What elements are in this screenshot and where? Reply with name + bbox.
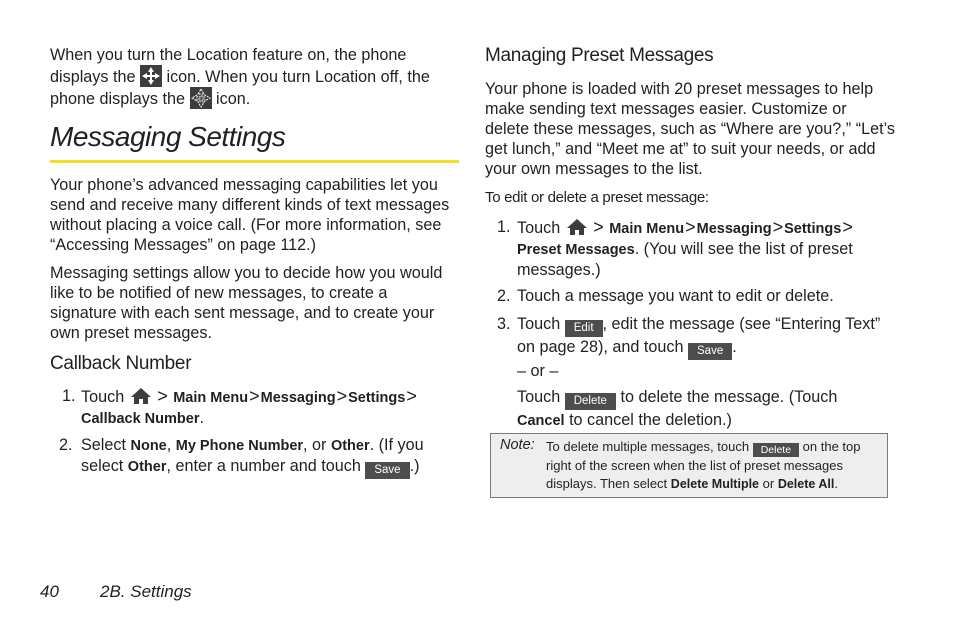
preset-step1-number: 1. xyxy=(497,218,511,236)
separator: > xyxy=(249,386,260,406)
separator: > xyxy=(157,386,168,406)
messaging-label: Messaging xyxy=(260,390,336,406)
delete-button: Delete xyxy=(565,393,616,410)
period: . xyxy=(834,476,838,491)
separator: > xyxy=(772,217,784,237)
callback-heading: Callback Number xyxy=(50,353,192,374)
step3-mid-text: , edit the message (see “Entering Text” on page 28), and touch xyxy=(517,315,881,356)
intro-paragraph xyxy=(50,45,455,109)
select-text: Select xyxy=(81,436,126,454)
callback-step1 xyxy=(81,386,456,429)
note-label: Note: xyxy=(500,437,535,453)
comma: , xyxy=(166,436,172,454)
callback-step1-number: 1. xyxy=(62,387,76,405)
separator: > xyxy=(406,386,417,406)
separator: > xyxy=(336,386,348,406)
callback-step2 xyxy=(81,435,456,479)
preset-subhead: To edit or delete a preset message: xyxy=(485,189,709,206)
enter-text: , enter a number and touch xyxy=(166,457,361,475)
note-text-b: on the top right of the screen when the list of preset messages displays. Then select xyxy=(546,439,861,491)
save-button: Save xyxy=(688,343,732,360)
close-paren: .) xyxy=(409,457,420,475)
note-text xyxy=(546,438,881,493)
edit-button: Edit xyxy=(565,320,603,337)
or-text: – or – xyxy=(517,362,559,380)
main-menu-label: Main Menu xyxy=(609,221,685,237)
settings-label: Settings xyxy=(784,221,842,237)
intro-text-b: icon. When you turn Location off, the phone displays the xyxy=(50,68,430,108)
title-rule xyxy=(50,160,459,163)
note-box xyxy=(490,433,888,498)
step1-rest-text: . (You will see the list of preset messages.) xyxy=(517,240,853,279)
delete-end-text: to cancel the deletion.) xyxy=(569,411,732,429)
touch-text: Touch xyxy=(517,315,561,333)
or-text: , or xyxy=(303,436,327,454)
preset-messages-label: Preset Messages xyxy=(517,242,635,258)
section-paragraph-2: Messaging settings allow you to decide how you would like to be notified of new messages, to create a signature with each sent message, and to create your own preset messages. xyxy=(50,264,443,342)
location-on-icon xyxy=(140,65,162,87)
callback-number-label: Callback Number xyxy=(81,411,200,427)
footer-section: 2B. Settings xyxy=(100,582,192,601)
touch-text: Touch xyxy=(517,219,561,237)
main-menu-label: Main Menu xyxy=(173,390,249,406)
delete-line xyxy=(517,387,892,431)
or-text: or xyxy=(762,476,775,491)
delete-all-label: Delete All xyxy=(777,477,835,491)
separator: > xyxy=(593,217,604,237)
page-number: 40 xyxy=(40,582,59,601)
period: . xyxy=(732,338,737,356)
separator: > xyxy=(685,217,696,237)
section-paragraph-1: Your phone’s advanced messaging capabilities let you send and receive many different kinds of text messages without placing a voice call. (For more information, see “Accessing Messages” on page 112.) xyxy=(50,176,450,254)
other-label: Other xyxy=(127,459,167,475)
preset-step2-number: 2. xyxy=(497,287,511,305)
or-divider xyxy=(517,361,558,381)
section-title: Messaging Settings xyxy=(50,121,286,152)
preset-step2 xyxy=(517,286,892,306)
save-button: Save xyxy=(365,462,409,479)
preset-step3 xyxy=(517,314,892,360)
period: . xyxy=(199,409,204,427)
messaging-label: Messaging xyxy=(696,221,772,237)
note-text-a: To delete multiple messages, touch xyxy=(546,439,750,454)
location-off-icon xyxy=(190,87,212,109)
touch-text: Touch xyxy=(517,388,561,406)
callback-step2-number: 2. xyxy=(59,436,73,454)
my-phone-number-label: My Phone Number xyxy=(175,438,304,454)
preset-step1 xyxy=(517,217,892,280)
home-icon xyxy=(130,387,152,405)
other-label: Other xyxy=(330,438,370,454)
home-icon xyxy=(566,218,588,236)
delete-mid-text: to delete the message. (Touch xyxy=(620,388,838,406)
if-you-text: . (If you select xyxy=(81,436,424,475)
preset-heading: Managing Preset Messages xyxy=(485,45,714,66)
cancel-label: Cancel xyxy=(517,413,565,429)
settings-label: Settings xyxy=(348,390,406,406)
preset-paragraph: Your phone is loaded with 20 preset messages to help make sending text messages easier. Customize or delete these messages, such as “Where are you?,” “Let’s get lunch,” and “Meet me at” to suit your needs, or add your own messages to the list. xyxy=(485,80,895,178)
intro-text-c: icon. xyxy=(216,90,251,108)
separator: > xyxy=(842,217,853,237)
none-label: None xyxy=(130,438,167,454)
intro-text-a: When you turn the Location feature on, the phone displays the xyxy=(50,46,407,86)
touch-text: Touch xyxy=(81,388,125,406)
step2-text: Touch a message you want to edit or delete. xyxy=(517,287,834,305)
delete-multiple-label: Delete Multiple xyxy=(670,477,760,491)
preset-step3-number: 3. xyxy=(497,315,511,333)
delete-button: Delete xyxy=(753,443,799,457)
